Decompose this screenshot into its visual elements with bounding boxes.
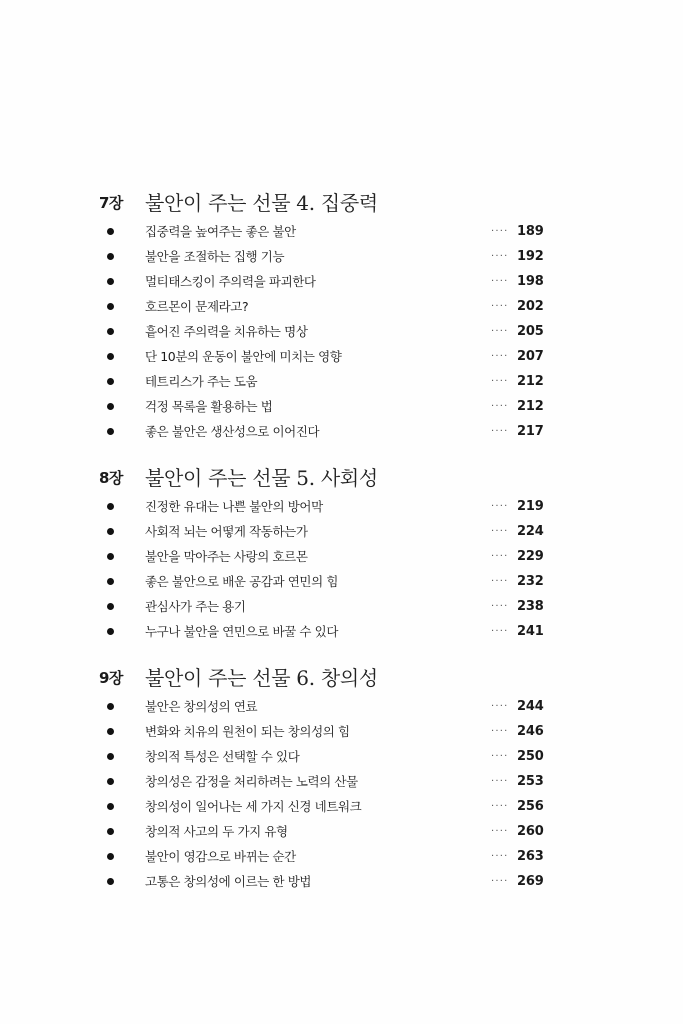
dot-leader: ···· [491, 826, 509, 837]
toc-entry[interactable] [0, 273, 683, 293]
page-number: 205 [517, 324, 544, 339]
page-number: 244 [517, 699, 544, 714]
toc-entry[interactable] [0, 548, 683, 568]
bullet-icon [107, 753, 114, 760]
toc-entry[interactable] [0, 573, 683, 593]
dot-leader: ···· [491, 401, 509, 412]
toc-entry[interactable] [0, 598, 683, 618]
entry-title: 좋은 불안으로 배운 공감과 연민의 힘 [145, 574, 338, 589]
page-number: 246 [517, 724, 544, 739]
bullet-icon [107, 728, 114, 735]
page-number: 260 [517, 824, 544, 839]
dot-leader: ···· [491, 601, 509, 612]
dot-leader: ···· [491, 526, 509, 537]
dot-leader: ···· [491, 376, 509, 387]
entry-title: 사회적 뇌는 어떻게 작동하는가 [145, 524, 308, 539]
chapter-title: 불안이 주는 선물 5. 사회성 [145, 466, 378, 490]
bullet-icon [107, 503, 114, 510]
chapter-title: 불안이 주는 선물 6. 창의성 [145, 666, 378, 690]
entry-title: 관심사가 주는 용기 [145, 599, 246, 614]
dot-leader: ···· [491, 551, 509, 562]
page-number: 229 [517, 549, 544, 564]
dot-leader: ···· [491, 226, 509, 237]
bullet-icon [107, 303, 114, 310]
dot-leader: ···· [491, 726, 509, 737]
entry-title: 누구나 불안을 연민으로 바꿀 수 있다 [145, 624, 338, 639]
bullet-icon [107, 578, 114, 585]
dot-leader: ···· [491, 301, 509, 312]
entry-title: 창의적 특성은 선택할 수 있다 [145, 749, 300, 764]
entry-title: 집중력을 높여주는 좋은 불안 [145, 224, 296, 239]
bullet-icon [107, 428, 114, 435]
chapter-heading [0, 662, 683, 692]
chapter-number: 7장 [99, 194, 123, 212]
entry-title: 멀티태스킹이 주의력을 파괴한다 [145, 274, 316, 289]
bullet-icon [107, 278, 114, 285]
entry-title: 창의성이 일어나는 세 가지 신경 네트워크 [145, 799, 362, 814]
toc-entry[interactable] [0, 798, 683, 818]
entry-title: 불안은 창의성의 연료 [145, 699, 258, 714]
toc-entry[interactable] [0, 248, 683, 268]
entry-title: 변화와 치유의 원천이 되는 창의성의 힘 [145, 724, 350, 739]
entry-title: 호르몬이 문제라고? [145, 299, 249, 314]
chapter-heading [0, 462, 683, 492]
bullet-icon [107, 878, 114, 885]
toc-entry[interactable] [0, 523, 683, 543]
dot-leader: ···· [491, 776, 509, 787]
toc-entry[interactable] [0, 873, 683, 893]
entry-title: 걱정 목록을 활용하는 법 [145, 399, 273, 414]
page-number: 202 [517, 299, 544, 314]
chapter-number: 9장 [99, 669, 123, 687]
entry-title: 진정한 유대는 나쁜 불안의 방어막 [145, 499, 323, 514]
bullet-icon [107, 228, 114, 235]
toc-entry[interactable] [0, 723, 683, 743]
toc-entry[interactable] [0, 423, 683, 443]
entry-title: 창의성은 감정을 처리하려는 노력의 산물 [145, 774, 358, 789]
bullet-icon [107, 328, 114, 335]
toc-entry[interactable] [0, 223, 683, 243]
page-number: 212 [517, 399, 544, 414]
entry-title: 고통은 창의성에 이르는 한 방법 [145, 874, 312, 889]
dot-leader: ···· [491, 326, 509, 337]
page-number: 189 [517, 224, 544, 239]
bullet-icon [107, 528, 114, 535]
page-number: 192 [517, 249, 544, 264]
dot-leader: ···· [491, 876, 509, 887]
toc-entry[interactable] [0, 848, 683, 868]
chapter-title: 불안이 주는 선물 4. 집중력 [145, 191, 378, 215]
page-number: 217 [517, 424, 544, 439]
page-number: 198 [517, 274, 544, 289]
bullet-icon [107, 353, 114, 360]
page-number: 269 [517, 874, 544, 889]
dot-leader: ···· [491, 626, 509, 637]
entry-title: 흩어진 주의력을 치유하는 명상 [145, 324, 308, 339]
page-number: 232 [517, 574, 544, 589]
bullet-icon [107, 553, 114, 560]
entry-title: 불안을 막아주는 사랑의 호르몬 [145, 549, 308, 564]
entry-title: 불안이 영감으로 바뀌는 순간 [145, 849, 296, 864]
toc-entry[interactable] [0, 698, 683, 718]
dot-leader: ···· [491, 501, 509, 512]
entry-title: 창의적 사고의 두 가지 유형 [145, 824, 288, 839]
dot-leader: ···· [491, 751, 509, 762]
dot-leader: ···· [491, 351, 509, 362]
toc-entry[interactable] [0, 623, 683, 643]
page-number: 212 [517, 374, 544, 389]
bullet-icon [107, 703, 114, 710]
toc-entry[interactable] [0, 823, 683, 843]
bullet-icon [107, 853, 114, 860]
bullet-icon [107, 828, 114, 835]
entry-title: 불안을 조절하는 집행 기능 [145, 249, 285, 264]
bullet-icon [107, 803, 114, 810]
page-number: 256 [517, 799, 544, 814]
page-number: 219 [517, 499, 544, 514]
dot-leader: ···· [491, 801, 509, 812]
toc-entry[interactable] [0, 348, 683, 368]
toc-entry[interactable] [0, 748, 683, 768]
entry-title: 좋은 불안은 생산성으로 이어진다 [145, 424, 320, 439]
page-number: 250 [517, 749, 544, 764]
bullet-icon [107, 253, 114, 260]
bullet-icon [107, 403, 114, 410]
entry-title: 단 10분의 운동이 불안에 미치는 영향 [145, 349, 342, 364]
chapter-heading [0, 187, 683, 217]
page-number: 241 [517, 624, 544, 639]
page-number: 224 [517, 524, 544, 539]
bullet-icon [107, 628, 114, 635]
page-number: 238 [517, 599, 544, 614]
page-number: 207 [517, 349, 544, 364]
chapter-number: 8장 [99, 469, 123, 487]
page-number: 253 [517, 774, 544, 789]
bullet-icon [107, 378, 114, 385]
dot-leader: ···· [491, 851, 509, 862]
dot-leader: ···· [491, 276, 509, 287]
toc-entry[interactable] [0, 323, 683, 343]
dot-leader: ···· [491, 701, 509, 712]
bullet-icon [107, 603, 114, 610]
toc-entry[interactable] [0, 298, 683, 318]
dot-leader: ···· [491, 251, 509, 262]
bullet-icon [107, 778, 114, 785]
toc-entry[interactable] [0, 773, 683, 793]
toc-entry[interactable] [0, 498, 683, 518]
toc-entry[interactable] [0, 373, 683, 393]
entry-title: 테트리스가 주는 도움 [145, 374, 258, 389]
dot-leader: ···· [491, 576, 509, 587]
dot-leader: ···· [491, 426, 509, 437]
toc-entry[interactable] [0, 398, 683, 418]
page-number: 263 [517, 849, 544, 864]
